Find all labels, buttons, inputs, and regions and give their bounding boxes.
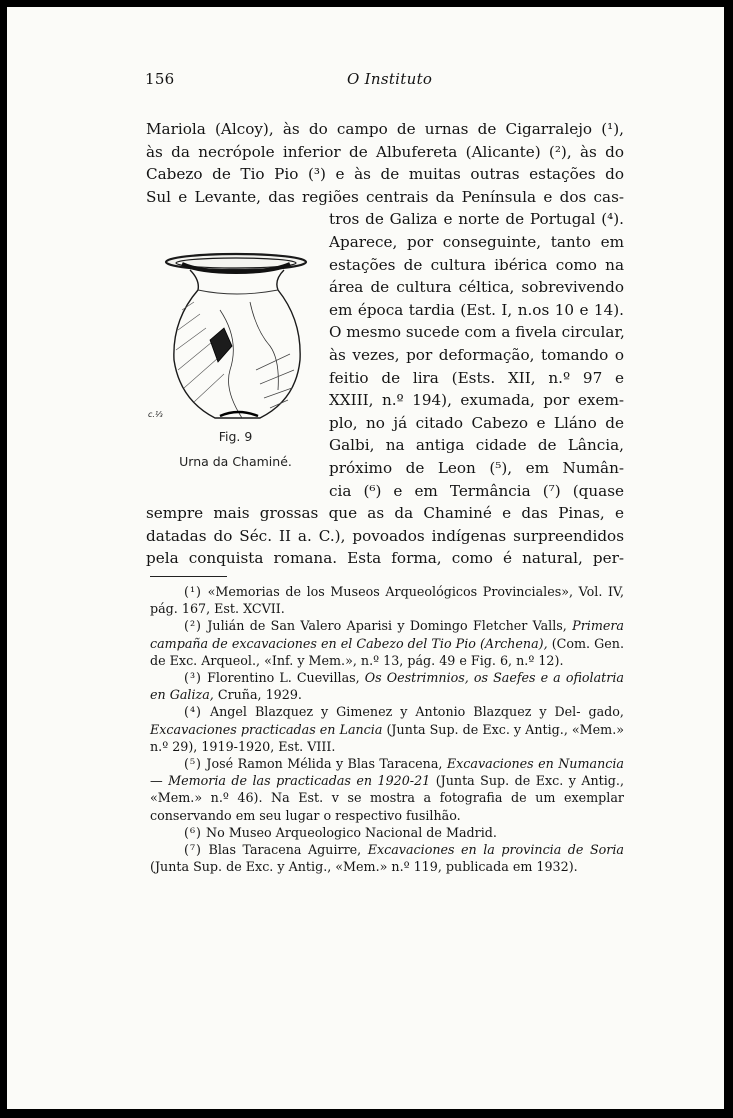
body-line: às vezes, por deformação, tomando o	[329, 345, 624, 364]
footnote-4: (⁴) Angel Blazquez y Gimenez y Antonio Blazquez y Del- gado, Excavaciones practicadas en Lancia (Junta Sup. de Exc. y Antig., «Mem.» n.º 29), 1919-1920, Est. VIII.	[150, 704, 624, 754]
body-line: Aparece, por conseguinte, tanto em	[329, 232, 624, 251]
body-line: estações de cultura ibérica como na	[329, 255, 624, 274]
body-line: cia (⁶) e em Termância (⁷) (quase	[329, 481, 624, 500]
body-line: feitio de lira (Ests. XII, n.º 97 e	[329, 368, 624, 387]
body-line: Sul e Levante, das regiões centrais da Península e dos cas-	[146, 187, 624, 206]
footnote-2: (²) Julián de San Valero Aparisi y Domingo Fletcher Valls, Primera campaña de excavaciones en el Cabezo del Tio Pio (Archena), (Com. Gen. de Exc. Arqueol., «Inf. y Mem.», n.º 13, pág. 49 e Fig. 6, n.º 12).	[150, 618, 624, 668]
figure-9	[148, 250, 323, 480]
footnote-5: (⁵) José Ramon Mélida y Blas Taracena, Excavaciones en Numancia — Memoria de las practicadas en 1920-21 (Junta Sup. de Exc. y Antig., «Mem.» n.º 46). Na Est. v se mostra a fotografia de um exemplar conservando em seu lugar o respectivo fusilhão.	[150, 756, 624, 823]
page-number: 156	[145, 70, 175, 88]
figure-scale-mark: c.⅓	[148, 410, 163, 419]
body-line: próximo de Leon (⁵), em Numân-	[329, 458, 624, 477]
body-line: O mesmo sucede com a fivela circular,	[329, 323, 625, 342]
figure-caption: Urna da Chaminé.	[179, 454, 292, 469]
body-line: XXIII, n.º 194), exumada, por exem-	[329, 391, 624, 410]
footnote-1: (¹) «Memorias de los Museos Arqueológicos Provinciales», Vol. IV, pág. 167, Est. XCVII.	[150, 584, 625, 617]
footnote-6: (⁶) No Museo Arqueologico Nacional de Madrid.	[184, 824, 497, 840]
body-line: sempre mais grossas que as da Chaminé e das Pinas, e	[146, 504, 624, 523]
body-line: em época tardia (Est. I, n.os 10 e 14).	[329, 300, 624, 319]
body-line: Galbi, na antiga cidade de Lância,	[329, 436, 624, 455]
body-line: às da necrópole inferior de Albufereta (Alicante) (²), às do	[146, 142, 624, 161]
body-line: datadas do Séc. II a. C.), povoados indígenas surpreendidos	[146, 526, 624, 545]
figure-label: Fig. 9	[218, 429, 253, 444]
body-line: Cabezo de Tio Pio (³) e às de muitas outras estações do	[146, 165, 624, 184]
body-line: pela conquista romana. Esta forma, como é natural, per-	[146, 549, 624, 568]
footnote-3: (³) Florentino L. Cuevillas, Os Oestrimnios, os Saefes e a ofiolatria en Galiza, Cruña, 1929.	[150, 670, 624, 703]
footnote-divider	[150, 576, 227, 577]
body-line: plo, no já citado Cabezo e Lláno de	[329, 413, 624, 432]
footnotes	[150, 583, 624, 875]
body-line: Mariola (Alcoy), às do campo de urnas de Cigarralejo (¹),	[146, 120, 624, 138]
urn-drawing	[160, 250, 310, 422]
body-line: tros de Galiza e norte de Portugal (⁴).	[329, 210, 624, 229]
footnote-7: (⁷) Blas Taracena Aguirre, Excavaciones en la provincia de Soria (Junta Sup. de Exc. y Antig., «Mem.» n.º 119, publicada em 1932).	[150, 842, 624, 875]
running-title: O Instituto	[347, 70, 433, 88]
body-line: área de cultura céltica, sobrevivendo	[329, 278, 624, 297]
